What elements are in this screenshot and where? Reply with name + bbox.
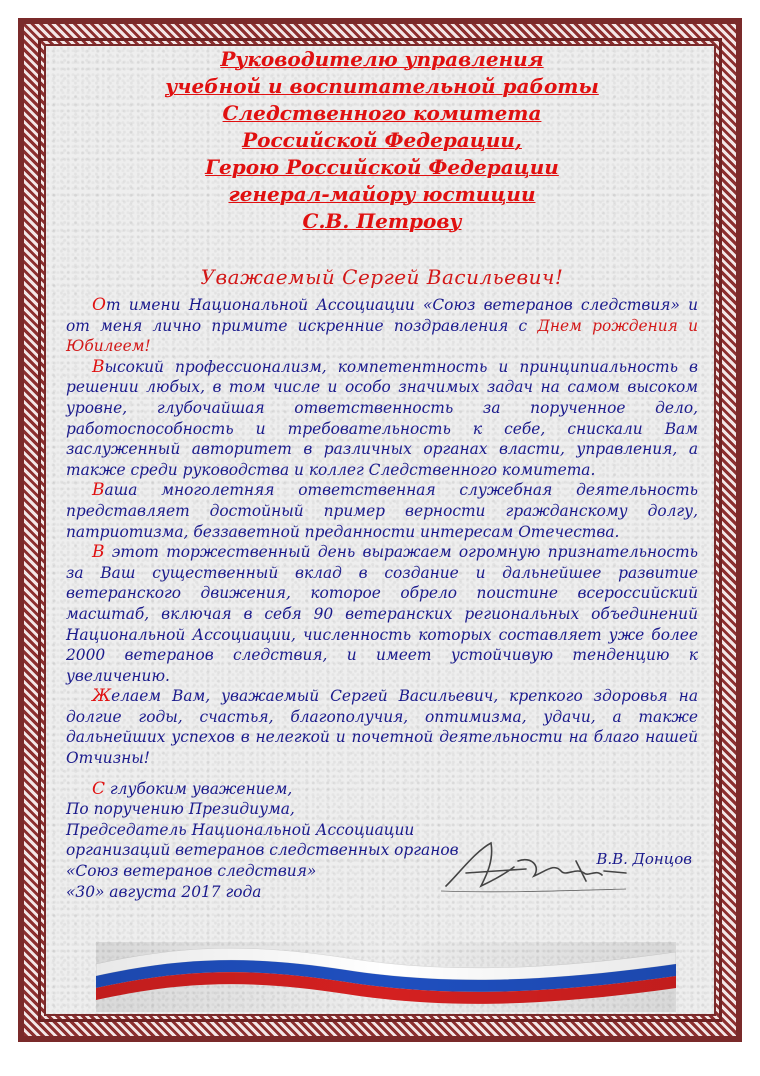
sender-line-4: «Союз ветеранов следствия»	[66, 862, 317, 881]
sender-line-2: Председатель Национальной Ассоциации	[66, 820, 415, 839]
signature-block	[66, 779, 698, 903]
paragraph-2	[66, 357, 698, 481]
header-line-6: генерал-майору юстиции	[228, 182, 536, 206]
paragraph-2-text: ысокий профессионализм, компетентность и принципиальность в решении любых, в том числе и особо значимых задач на самом высоком уровне, глубочайшая ответственность за порученное дело, работоспособность и требовательность к себе, снискали Вам заслуженный авторитет в различных органах власти, управления, а также среди руководства и коллег Следственного комитета.	[66, 357, 698, 479]
paragraph-3	[66, 480, 698, 542]
closing-phrase	[66, 779, 698, 800]
closing-text: глубоким уважением,	[105, 779, 293, 798]
paragraph-4	[66, 542, 698, 686]
addressee-header	[66, 46, 698, 235]
closing-initial: С	[92, 778, 106, 799]
sender-line-3: организаций ветеранов следственных органов	[66, 841, 459, 860]
paragraph-4-text: этот торжественный день выражаем огромную признательность за Ваш существенный вклад в создание и дальнейшее развитие ветеранского движения, которое обрело поистине всероссийский масштаб, включая в себя 90 ветеранских региональных объединений Национальной Ассоциации, численность которых составляет уже более 2000 ветеранов следствия, и имеет устойчивую тенденцию к увеличению.	[66, 543, 698, 685]
salutation: Уважаемый Сергей Васильевич!	[200, 265, 564, 289]
paragraph-1-highlight: Днем рождения и Юбилеем!	[66, 316, 698, 356]
signer-name: В.В. Донцов	[596, 849, 692, 868]
paragraph-4-initial: В	[92, 542, 105, 563]
paragraph-2-initial: В	[92, 356, 105, 377]
paragraph-1-initial: О	[92, 295, 106, 315]
russian-flag-ribbon	[96, 942, 676, 1012]
letter-content	[66, 46, 698, 902]
header-line-4: Российской Федерации,	[242, 128, 522, 152]
paragraph-3-text: аша многолетняя ответственная служебная деятельность представляет достойный пример верности гражданскому долгу, патриотизма, беззаветной преданности интересам Отечества.	[66, 481, 698, 541]
header-line-1: Руководителю управления	[220, 47, 544, 71]
paragraph-5-initial: Ж	[92, 686, 112, 707]
paragraph-1-text: т имени Национальной Ассоциации «Союз ветеранов следствия» и от меня лично примите искренние поздравления с	[66, 296, 698, 335]
paragraph-3-initial: В	[92, 480, 105, 501]
date-line: «30» августа 2017 года	[66, 882, 262, 901]
sender-line-1: По поручению Президиума,	[66, 800, 295, 819]
paragraph-1	[66, 295, 698, 357]
header-line-2: учебной и воспитательной работы	[165, 74, 599, 98]
header-line-5: Герою Российской Федерации	[205, 155, 559, 179]
header-line-3: Следственного комитета	[222, 101, 542, 125]
header-line-7: С.В. Петрову	[302, 209, 462, 233]
paragraph-5-text: елаем Вам, уважаемый Сергей Васильевич, крепкого здоровья на долгие годы, счастья, благополучия, оптимизма, удачи, а также дальнейших успехов в нелегкой и почетной деятельности на благо нашей Отчизны!	[66, 687, 698, 768]
paragraph-5	[66, 686, 698, 768]
